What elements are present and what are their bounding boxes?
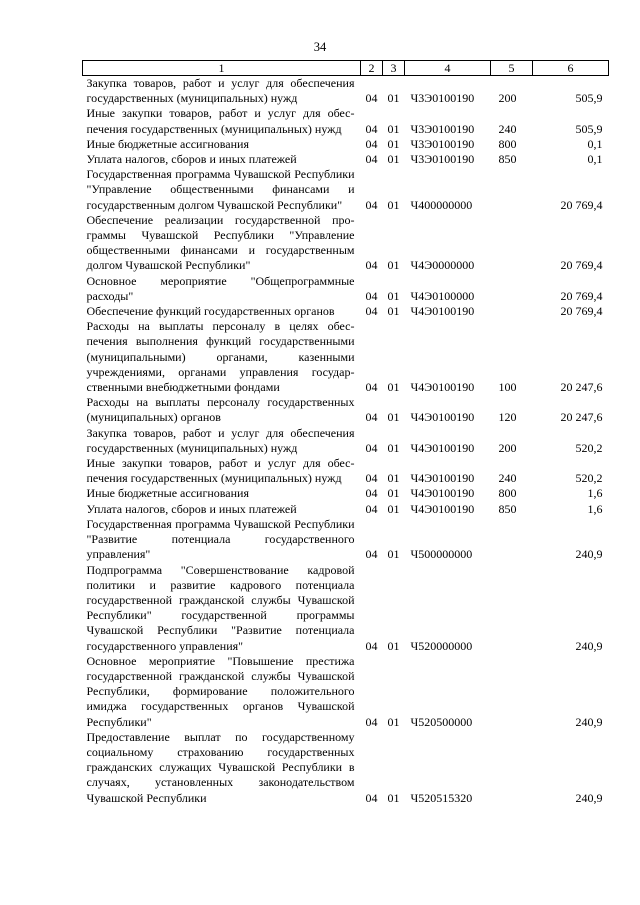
table-row	[83, 456, 609, 486]
row-amount: 1,6	[587, 486, 603, 501]
table-row	[83, 654, 609, 730]
row-section: 04	[365, 152, 378, 167]
row-target-article: Ч4Э0100190	[410, 486, 475, 501]
column-header-amount: 6	[533, 61, 609, 76]
row-target-article: Ч3Э0100190	[410, 91, 475, 106]
row-target-article: Ч520500000	[410, 714, 473, 729]
row-amount: 20 769,4	[560, 197, 603, 212]
row-expense-type: 200	[498, 91, 517, 106]
table-row	[83, 486, 609, 501]
row-expense-type: 100	[498, 380, 517, 395]
row-name: Расходы на выплаты персоналу в целях обеспечения выполнения функций государственными (муниципальными) органами, казенными учреждениями, органами управления государственными внебюджетными фондами	[86, 319, 355, 395]
row-target-article: Ч4Э0100190	[410, 440, 475, 455]
row-name: Подпрограмма "Совершенствование кадровой политики и развитие кадрового потенциала государственной гражданской службы Чувашской Республики" государственной программы Чувашской Республики "Развитие потенциала государственного управления"	[86, 562, 355, 653]
row-expense-type: 800	[498, 136, 517, 151]
row-subsection: 01	[387, 501, 400, 516]
row-subsection: 01	[387, 197, 400, 212]
row-section: 04	[365, 501, 378, 516]
row-target-article: Ч3Э0100190	[410, 136, 475, 151]
row-amount: 520,2	[575, 471, 603, 486]
row-subsection: 01	[387, 121, 400, 136]
row-target-article: Ч400000000	[410, 197, 473, 212]
row-target-article: Ч520000000	[410, 638, 473, 653]
row-subsection: 01	[387, 471, 400, 486]
row-amount: 240,9	[575, 638, 603, 653]
row-section: 04	[365, 440, 378, 455]
row-section: 04	[365, 91, 378, 106]
row-subsection: 01	[387, 136, 400, 151]
row-section: 04	[365, 121, 378, 136]
row-name: Закупка товаров, работ и услуг для обеспечения государственных (муниципальных) нужд	[86, 425, 355, 455]
row-subsection: 01	[387, 152, 400, 167]
row-subsection: 01	[387, 486, 400, 501]
column-header-target-article: 4	[405, 61, 491, 76]
row-subsection: 01	[387, 380, 400, 395]
row-expense-type	[491, 167, 533, 213]
page-number: 34	[313, 40, 327, 54]
column-header-subsection: 3	[383, 61, 405, 76]
row-subsection: 01	[387, 258, 400, 273]
row-target-article: Ч3Э0100190	[410, 121, 475, 136]
table-row	[83, 152, 609, 167]
row-expense-type	[491, 563, 533, 654]
table-row	[83, 319, 609, 395]
row-section: 04	[365, 714, 378, 729]
row-name: Основное мероприятие "Повышение престижа государственной гражданской службы Чувашской Республики, формирование положительного имиджа государственных органов Чувашской Республики"	[86, 653, 355, 729]
column-header-name: 1	[83, 61, 361, 76]
row-name: Обеспечение функций государственных органов	[86, 304, 335, 319]
row-amount: 240,9	[575, 547, 603, 562]
row-expense-type	[491, 304, 533, 319]
row-expense-type: 240	[498, 471, 517, 486]
row-name: Уплата налогов, сборов и иных платежей	[86, 501, 297, 516]
table-row	[83, 395, 609, 425]
row-amount: 520,2	[575, 440, 603, 455]
row-amount: 20 769,4	[560, 258, 603, 273]
row-expense-type: 200	[498, 440, 517, 455]
row-section: 04	[365, 304, 378, 319]
row-expense-type	[491, 730, 533, 806]
row-target-article: Ч520515320	[410, 790, 473, 805]
row-target-article: Ч4Э0100190	[410, 380, 475, 395]
row-section: 04	[365, 380, 378, 395]
row-section: 04	[365, 547, 378, 562]
table-row	[83, 137, 609, 152]
row-expense-type	[491, 213, 533, 274]
row-expense-type	[491, 517, 533, 563]
table-row	[83, 426, 609, 456]
row-amount: 0,1	[587, 136, 603, 151]
row-target-article: Ч4Э0100000	[410, 288, 475, 303]
row-amount: 240,9	[575, 714, 603, 729]
row-name: Основное мероприятие "Общепрограммные расходы"	[86, 273, 355, 303]
row-section: 04	[365, 288, 378, 303]
row-subsection: 01	[387, 790, 400, 805]
column-header-section: 2	[361, 61, 383, 76]
row-name: Уплата налогов, сборов и иных платежей	[86, 152, 297, 167]
table-header	[83, 61, 609, 76]
column-header-expense-type: 5	[491, 61, 533, 76]
table-body	[83, 76, 609, 806]
row-target-article: Ч3Э0100190	[410, 152, 475, 167]
budget-table	[82, 60, 609, 806]
row-amount: 20 769,4	[560, 304, 603, 319]
row-name: Расходы на выплаты персоналу государственных (муниципальных) органов	[86, 395, 355, 425]
table-row	[83, 730, 609, 806]
row-expense-type	[491, 654, 533, 730]
row-subsection: 01	[387, 91, 400, 106]
row-expense-type: 850	[498, 501, 517, 516]
row-amount: 240,9	[575, 790, 603, 805]
row-name: Предоставление выплат по государственному социальному страхованию государственных гражданских служащих Чувашской Республики в случаях, установленных законодательством Чувашской Республики	[86, 729, 355, 805]
row-expense-type	[491, 274, 533, 304]
table-row	[83, 274, 609, 304]
row-target-article: Ч4Э0100190	[410, 471, 475, 486]
table-row	[83, 167, 609, 213]
row-section: 04	[365, 471, 378, 486]
row-target-article: Ч4Э0100190	[410, 410, 475, 425]
row-amount: 20 247,6	[560, 410, 603, 425]
row-name: Государственная программа Чувашской Республики "Управление общественными финансами и государственным долгом Чувашской Республики"	[86, 167, 355, 212]
row-name: Иные закупки товаров, работ и услуг для обеспечения государственных (муниципальных) нужд	[86, 456, 355, 486]
row-section: 04	[365, 258, 378, 273]
row-amount: 20 769,4	[560, 288, 603, 303]
row-subsection: 01	[387, 638, 400, 653]
row-amount: 20 247,6	[560, 380, 603, 395]
row-subsection: 01	[387, 714, 400, 729]
row-subsection: 01	[387, 440, 400, 455]
table-row	[83, 106, 609, 136]
row-section: 04	[365, 790, 378, 805]
row-target-article: Ч4Э0000000	[410, 258, 475, 273]
row-target-article: Ч500000000	[410, 547, 473, 562]
row-subsection: 01	[387, 288, 400, 303]
row-amount: 1,6	[587, 501, 603, 516]
row-expense-type: 800	[498, 486, 517, 501]
row-section: 04	[365, 197, 378, 212]
row-section: 04	[365, 486, 378, 501]
row-name: Иные бюджетные ассигнования	[86, 136, 249, 151]
row-amount: 0,1	[587, 152, 603, 167]
row-name: Иные бюджетные ассигнования	[86, 486, 249, 501]
row-subsection: 01	[387, 410, 400, 425]
header-row	[83, 61, 609, 76]
row-subsection: 01	[387, 304, 400, 319]
row-name: Закупка товаров, работ и услуг для обеспечения государственных (муниципальных) нужд	[86, 76, 355, 106]
table-row	[83, 304, 609, 319]
row-section: 04	[365, 638, 378, 653]
row-expense-type: 240	[498, 121, 517, 136]
table-row	[83, 517, 609, 563]
row-expense-type: 850	[498, 152, 517, 167]
table-row	[83, 563, 609, 654]
row-section: 04	[365, 410, 378, 425]
table-row	[83, 213, 609, 274]
row-target-article: Ч4Э0100190	[410, 304, 475, 319]
row-name: Государственная программа Чувашской Республики "Развитие потенциала государственного управления"	[86, 516, 355, 562]
row-name: Иные закупки товаров, работ и услуг для обеспечения государственных (муниципальных) нужд	[86, 106, 355, 136]
row-target-article: Ч4Э0100190	[410, 501, 475, 516]
table-row	[83, 76, 609, 107]
row-expense-type: 120	[498, 410, 517, 425]
row-subsection: 01	[387, 547, 400, 562]
row-section: 04	[365, 136, 378, 151]
row-amount: 505,9	[575, 91, 603, 106]
row-amount: 505,9	[575, 121, 603, 136]
table-row	[83, 502, 609, 517]
row-name: Обеспечение реализации государственной программы Чувашской Республики "Управление общественными финансами и государственным долгом Чувашской Республики"	[86, 212, 355, 273]
